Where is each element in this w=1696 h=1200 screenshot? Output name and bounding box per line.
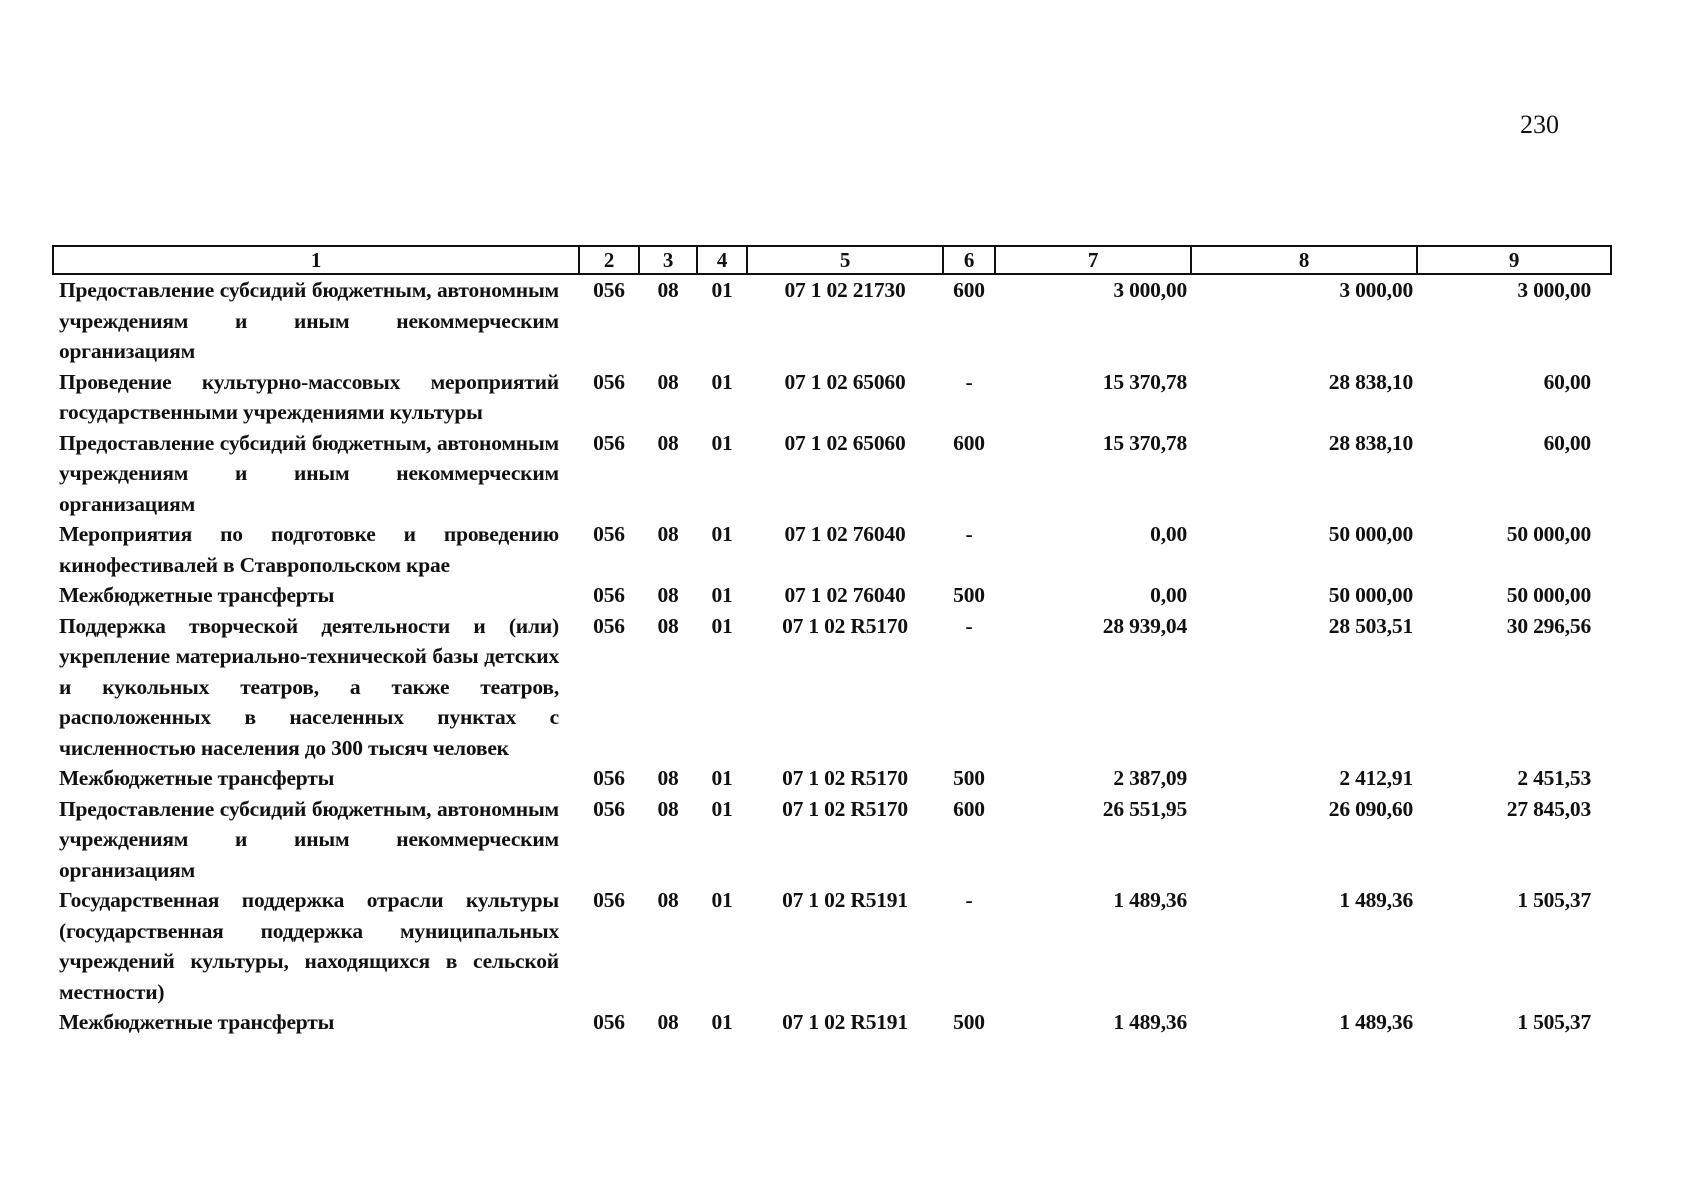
row-col-7: 15 370,78 [1102, 430, 1187, 455]
row-col-7: 0,00 [1150, 522, 1187, 546]
row-col-5: 07 1 02 R5170 [782, 796, 908, 821]
table-row [53, 794, 1611, 886]
row-col-5: 07 1 02 R5191 [782, 888, 908, 912]
row-col-7: 26 551,95 [1102, 796, 1187, 821]
row-col-9: 1 505,37 [1517, 888, 1591, 912]
table-row [53, 763, 1611, 794]
row-col-4: 01 [711, 583, 733, 607]
column-header-6: 6 [943, 246, 995, 274]
row-col-3: 08 [657, 766, 679, 790]
row-col-4: 01 [711, 522, 733, 546]
row-name: Государственная поддержка отрасли культуры (государственная поддержка муниципальных учреждений культуры, находящихся в сельской местности) [59, 888, 559, 1004]
column-header-7: 7 [995, 246, 1191, 274]
row-col-2: 056 [593, 796, 625, 821]
column-header-2: 2 [579, 246, 639, 274]
row-col-2: 056 [593, 888, 625, 912]
header-row [53, 246, 1611, 274]
row-col-6: - [965, 369, 973, 394]
row-name: Мероприятия по подготовке и проведению кинофестивалей в Ставропольском крае [59, 522, 559, 577]
row-col-6: - [965, 522, 973, 546]
row-name: Межбюджетные трансферты [59, 766, 335, 790]
row-col-2: 056 [593, 430, 625, 455]
row-col-5: 07 1 02 21730 [784, 278, 906, 302]
row-col-4: 01 [711, 430, 733, 455]
row-col-2: 056 [593, 278, 625, 302]
row-col-4: 01 [711, 369, 733, 394]
row-col-7: 2 387,09 [1113, 766, 1187, 790]
row-col-2: 056 [593, 522, 625, 546]
row-col-9: 30 296,56 [1506, 613, 1591, 638]
row-col-3: 08 [657, 522, 679, 546]
row-col-8: 26 090,60 [1328, 796, 1413, 821]
row-col-8: 28 503,51 [1328, 613, 1413, 638]
table-row [53, 580, 1611, 611]
column-header-5: 5 [747, 246, 943, 274]
row-col-2: 056 [593, 613, 625, 638]
row-col-2: 056 [593, 1010, 625, 1034]
row-col-2: 056 [593, 369, 625, 394]
row-col-9: 60,00 [1543, 369, 1591, 394]
row-name: Предоставление субсидий бюджетным, автономным учреждениям и иным некоммерческим организациям [59, 278, 559, 363]
row-col-6: - [965, 613, 973, 638]
row-col-3: 08 [657, 613, 679, 638]
row-col-4: 01 [711, 278, 733, 302]
row-col-2: 056 [593, 583, 625, 607]
row-col-7: 1 489,36 [1113, 888, 1187, 912]
column-header-3: 3 [639, 246, 697, 274]
row-col-9: 60,00 [1543, 430, 1591, 455]
row-col-6: 500 [953, 583, 985, 607]
row-col-8: 3 000,00 [1339, 278, 1413, 302]
row-col-7: 28 939,04 [1102, 613, 1187, 638]
row-col-3: 08 [657, 583, 679, 607]
row-col-9: 2 451,53 [1517, 766, 1591, 790]
row-name: Поддержка творческой деятельности и (или) укрепление материально-технической базы детских и кукольных театров, а также театров, расположенных в населенных пунктах с численностью населения до 300 тысяч человек [59, 613, 559, 760]
row-col-4: 01 [711, 1010, 733, 1034]
column-header-4: 4 [697, 246, 747, 274]
row-col-6: 600 [953, 430, 985, 455]
row-col-8: 50 000,00 [1328, 522, 1413, 546]
row-col-4: 01 [711, 796, 733, 821]
table-body [53, 274, 1611, 1038]
row-col-5: 07 1 02 R5170 [782, 613, 908, 638]
table-row [53, 1007, 1611, 1038]
row-name: Предоставление субсидий бюджетным, автономным учреждениям и иным некоммерческим организациям [59, 796, 559, 882]
row-col-6: 600 [953, 278, 985, 302]
row-col-7: 3 000,00 [1113, 278, 1187, 302]
row-col-9: 50 000,00 [1506, 583, 1591, 607]
row-col-4: 01 [711, 888, 733, 912]
row-col-3: 08 [657, 369, 679, 394]
row-col-8: 2 412,91 [1339, 766, 1413, 790]
row-col-5: 07 1 02 R5170 [782, 766, 908, 790]
row-col-4: 01 [711, 613, 733, 638]
row-col-6: 600 [953, 796, 985, 821]
table-row [53, 367, 1611, 428]
row-col-5: 07 1 02 65060 [784, 430, 906, 455]
row-col-6: - [965, 888, 973, 912]
table-row [53, 274, 1611, 367]
column-header-8: 8 [1191, 246, 1417, 274]
row-col-8: 28 838,10 [1328, 430, 1413, 455]
row-col-6: 500 [953, 766, 985, 790]
row-col-3: 08 [657, 888, 679, 912]
row-col-5: 07 1 02 76040 [784, 522, 906, 546]
row-name: Межбюджетные трансферты [59, 583, 335, 607]
row-col-7: 0,00 [1150, 583, 1187, 607]
row-col-4: 01 [711, 766, 733, 790]
table-row [53, 519, 1611, 580]
row-col-6: 500 [953, 1010, 985, 1034]
row-col-8: 50 000,00 [1328, 583, 1413, 607]
row-col-9: 1 505,37 [1517, 1010, 1591, 1034]
row-col-9: 50 000,00 [1506, 522, 1591, 546]
row-col-2: 056 [593, 766, 625, 790]
row-col-3: 08 [657, 1010, 679, 1034]
budget-table [52, 245, 1612, 1038]
row-col-3: 08 [657, 796, 679, 821]
table-row [53, 885, 1611, 1007]
table-row [53, 428, 1611, 520]
row-col-5: 07 1 02 R5191 [782, 1010, 908, 1034]
column-header-1: 1 [53, 246, 579, 274]
row-col-5: 07 1 02 65060 [784, 369, 906, 394]
row-col-3: 08 [657, 430, 679, 455]
table-row [53, 611, 1611, 764]
row-col-5: 07 1 02 76040 [784, 583, 906, 607]
row-col-9: 3 000,00 [1517, 278, 1591, 302]
table-header [53, 246, 1611, 274]
row-col-8: 1 489,36 [1339, 888, 1413, 912]
row-col-3: 08 [657, 278, 679, 302]
row-name: Предоставление субсидий бюджетным, автономным учреждениям и иным некоммерческим организациям [59, 430, 559, 516]
row-col-7: 15 370,78 [1102, 369, 1187, 394]
row-col-9: 27 845,03 [1506, 796, 1591, 821]
page-number: 230 [1520, 110, 1559, 139]
row-name: Проведение культурно-массовых мероприятий государственными учреждениями культуры [59, 369, 559, 424]
row-col-7: 1 489,36 [1113, 1010, 1187, 1034]
row-col-8: 1 489,36 [1339, 1010, 1413, 1034]
row-name: Межбюджетные трансферты [59, 1010, 335, 1034]
column-header-9: 9 [1417, 246, 1611, 274]
row-col-8: 28 838,10 [1328, 369, 1413, 394]
